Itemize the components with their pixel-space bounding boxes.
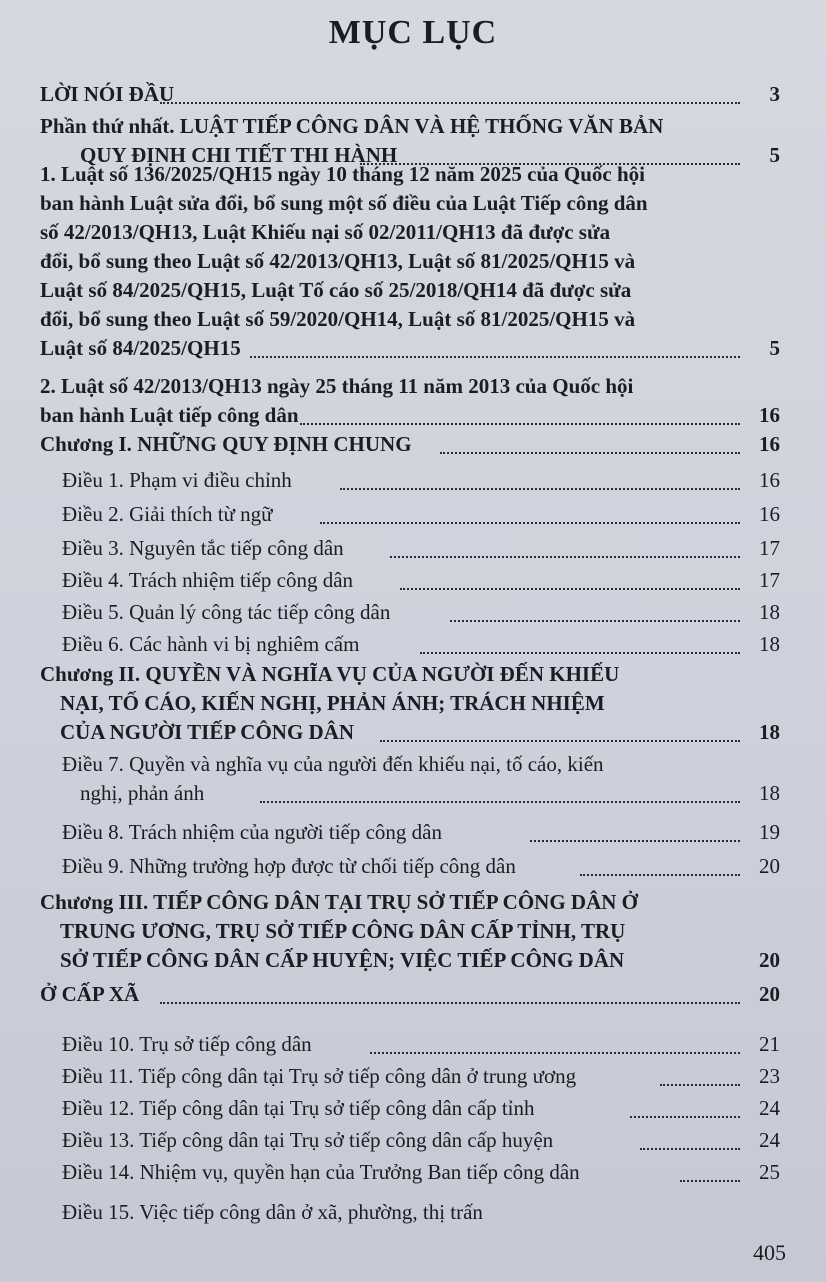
toc-entry-text: 1. Luật số 136/2025/QH15 ngày 10 tháng 12 năm 2025 của Quốc hội	[40, 162, 645, 186]
toc-entry-text: đổi, bổ sung theo Luật số 59/2020/QH14, Luật số 81/2025/QH15 và	[40, 307, 636, 331]
toc-page-number: 23	[759, 1064, 780, 1088]
toc-entry-text: Luật số 84/2025/QH15	[40, 336, 241, 360]
toc-page-number: 5	[769, 336, 780, 360]
toc-page-number: 3	[769, 82, 780, 106]
dot-leader	[400, 588, 740, 590]
toc-entry-text: Điều 13. Tiếp công dân tại Trụ sở tiếp công dân cấp huyện	[62, 1128, 554, 1152]
dot-leader	[420, 652, 740, 654]
toc-entry-text: Điều 10. Trụ sở tiếp công dân	[62, 1032, 312, 1056]
toc-entry-text: Ở CẤP XÃ	[40, 982, 140, 1006]
dot-leader	[390, 556, 740, 558]
toc-entry-text: Điều 12. Tiếp công dân tại Trụ sở tiếp công dân cấp tỉnh	[62, 1096, 535, 1120]
dot-leader	[320, 522, 740, 524]
toc-page-number: 18	[759, 781, 780, 805]
toc-entry-text: CỦA NGƯỜI TIẾP CÔNG DÂN	[60, 720, 355, 744]
toc-entry-text: Điều 7. Quyền và nghĩa vụ của người đến khiếu nại, tố cáo, kiến	[62, 752, 604, 776]
toc-page-number: 19	[759, 820, 780, 844]
dot-leader	[300, 423, 740, 425]
dot-leader	[160, 1002, 740, 1004]
dot-leader	[530, 840, 740, 842]
dot-leader	[160, 102, 740, 104]
toc-entry-text: Điều 3. Nguyên tắc tiếp công dân	[62, 536, 344, 560]
toc-entry-text: Điều 2. Giải thích từ ngữ	[62, 502, 273, 526]
dot-leader	[640, 1148, 740, 1150]
toc-page-number: 16	[759, 468, 780, 492]
dot-leader	[380, 740, 740, 742]
toc-page-number: 17	[759, 536, 780, 560]
toc-page-number: 16	[759, 403, 780, 427]
toc-entry-text: QUY ĐỊNH CHI TIẾT THI HÀNH	[80, 143, 398, 167]
toc-entry-text: số 42/2013/QH13, Luật Khiếu nại số 02/2011/QH13 đã được sửa	[40, 220, 611, 244]
toc-page-number: 18	[759, 632, 780, 656]
toc-page-number: 24	[759, 1128, 780, 1152]
dot-leader	[680, 1180, 740, 1182]
toc-entry-text: Điều 11. Tiếp công dân tại Trụ sở tiếp công dân ở trung ương	[62, 1064, 577, 1088]
toc-entry-text: Điều 8. Trách nhiệm của người tiếp công dân	[62, 820, 442, 844]
toc-entry-text: nghị, phản ánh	[80, 781, 205, 805]
toc-page-number: 18	[759, 720, 780, 744]
toc-page-number: 20	[759, 948, 780, 972]
toc-page-number: 16	[759, 502, 780, 526]
toc-entry-text: Chương III. TIẾP CÔNG DÂN TẠI TRỤ SỞ TIẾP CÔNG DÂN Ở	[40, 890, 638, 914]
dot-leader	[440, 452, 740, 454]
toc-entry-text: đổi, bổ sung theo Luật số 42/2013/QH13, Luật số 81/2025/QH15 và	[40, 249, 636, 273]
toc-entry-text: Chương I. NHỮNG QUY ĐỊNH CHUNG	[40, 432, 412, 456]
toc-entry-text: SỞ TIẾP CÔNG DÂN CẤP HUYỆN; VIỆC TIẾP CÔNG DÂN	[60, 948, 625, 972]
toc-entry-text: Điều 4. Trách nhiệm tiếp công dân	[62, 568, 354, 592]
toc-entry-text: Luật số 84/2025/QH15, Luật Tố cáo số 25/2018/QH14 đã được sửa	[40, 278, 632, 302]
page-number: 405	[753, 1240, 786, 1265]
toc-entry-text: Phần thứ nhất. LUẬT TIẾP CÔNG DÂN VÀ HỆ THỐNG VĂN BẢN	[40, 114, 664, 138]
dot-leader	[340, 488, 740, 490]
toc-entry-text: Điều 9. Những trường hợp được từ chối tiếp công dân	[62, 854, 516, 878]
toc-entry-text: TRUNG ƯƠNG, TRỤ SỞ TIẾP CÔNG DÂN CẤP TỈNH, TRỤ	[60, 919, 626, 943]
dot-leader	[450, 620, 740, 622]
page-title: MỤC LỤC	[328, 14, 498, 51]
toc-entry-text: Điều 5. Quản lý công tác tiếp công dân	[62, 600, 391, 624]
toc-entry-text: LỜI NÓI ĐẦU	[40, 82, 175, 106]
toc-page-number: 24	[759, 1096, 780, 1120]
toc-page-number: 25	[759, 1160, 780, 1184]
dot-leader	[250, 356, 740, 358]
toc-entry-text: NẠI, TỐ CÁO, KIẾN NGHỊ, PHẢN ÁNH; TRÁCH NHIỆM	[60, 691, 605, 715]
toc-entry-text: 2. Luật số 42/2013/QH13 ngày 25 tháng 11 năm 2013 của Quốc hội	[40, 374, 634, 398]
toc-entry-text: Điều 1. Phạm vi điều chỉnh	[62, 468, 292, 492]
dot-leader	[260, 801, 740, 803]
toc-page-number: 21	[759, 1032, 780, 1056]
toc-page-number: 17	[759, 568, 780, 592]
toc-entry-text: Điều 6. Các hành vi bị nghiêm cấm	[62, 632, 360, 656]
toc-page-number: 5	[769, 143, 780, 167]
toc-entry-text: ban hành Luật sửa đổi, bổ sung một số điều của Luật Tiếp công dân	[40, 191, 648, 215]
toc-entry-text: ban hành Luật tiếp công dân	[40, 403, 299, 427]
toc-page-number: 16	[759, 432, 780, 456]
toc-page-number: 18	[759, 600, 780, 624]
dot-leader	[660, 1084, 740, 1086]
dot-leader	[630, 1116, 740, 1118]
toc-entry-text: Điều 15. Việc tiếp công dân ở xã, phường, thị trấn	[62, 1200, 483, 1224]
dot-leader	[370, 1052, 740, 1054]
toc-page-number: 20	[759, 982, 780, 1006]
toc-page-number: 20	[759, 854, 780, 878]
toc-entry-text: Chương II. QUYỀN VÀ NGHĨA VỤ CỦA NGƯỜI ĐẾN KHIẾU	[40, 662, 620, 686]
dot-leader	[580, 874, 740, 876]
toc-entry-text: Điều 14. Nhiệm vụ, quyền hạn của Trưởng Ban tiếp công dân	[62, 1160, 580, 1184]
